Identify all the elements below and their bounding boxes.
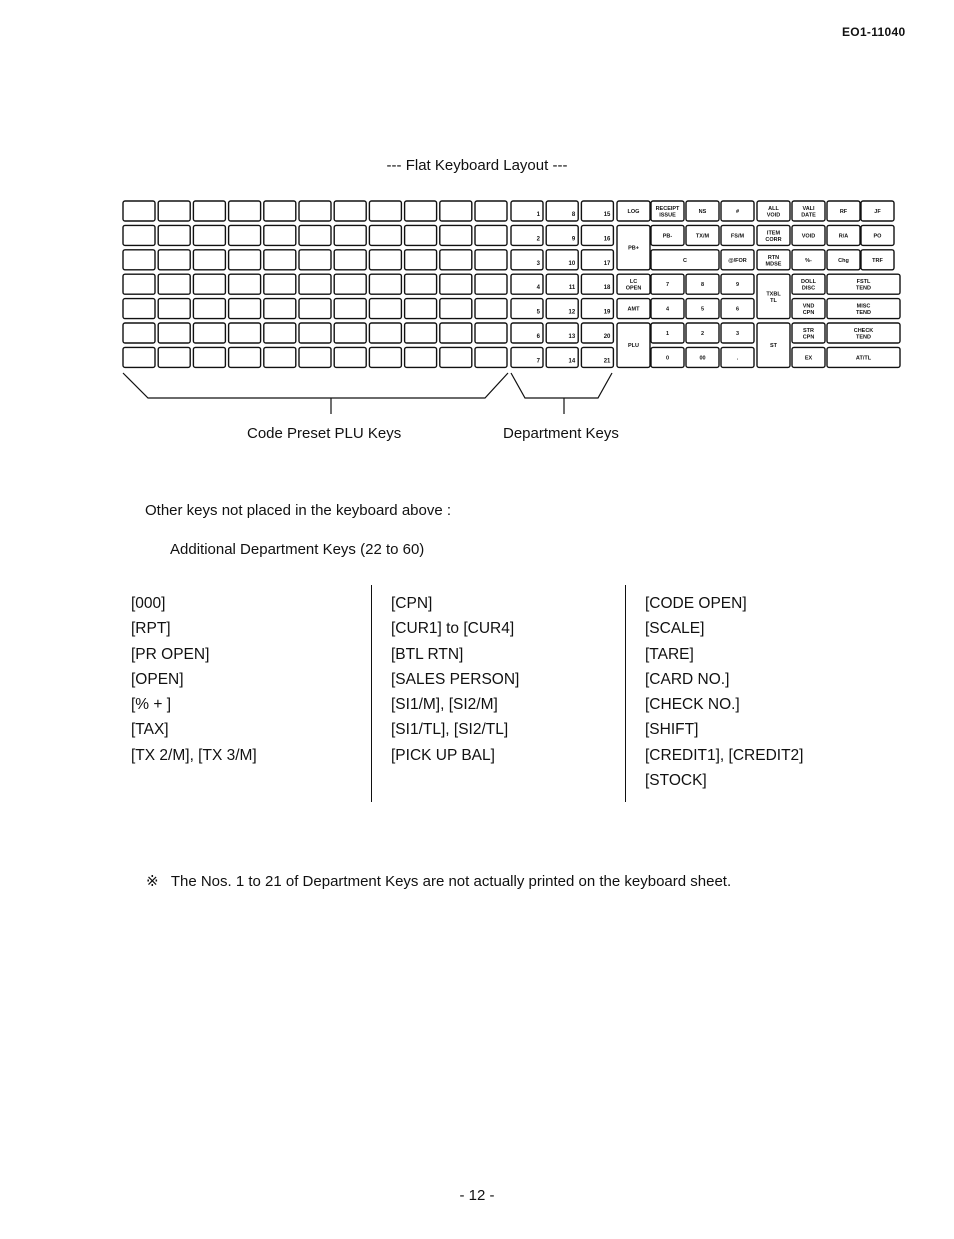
plu-key xyxy=(475,323,507,343)
plu-key xyxy=(123,323,155,343)
key-label: NS xyxy=(698,209,707,215)
department-key xyxy=(546,201,578,221)
key-label: FSTL xyxy=(856,279,871,286)
plu-key xyxy=(334,323,366,343)
plu-key xyxy=(123,250,155,270)
list-item: [000] xyxy=(131,595,166,612)
key-list-column-3 xyxy=(645,591,803,793)
key-label: AT/TL xyxy=(855,355,872,362)
plu-key xyxy=(123,274,155,294)
key-label: Chg xyxy=(838,257,849,264)
key-label: VOID xyxy=(766,212,781,219)
plu-key xyxy=(123,347,155,367)
plu-key xyxy=(334,299,366,319)
additional-department-keys: Additional Department Keys (22 to 60) xyxy=(170,541,425,558)
key-label: OPEN xyxy=(625,285,642,292)
plu-key xyxy=(299,323,331,343)
code-preset-caption: Code Preset PLU Keys xyxy=(247,425,402,442)
department-number: 12 xyxy=(568,309,576,316)
department-number: 6 xyxy=(536,334,540,340)
department-number: 15 xyxy=(603,212,611,218)
key-label: %- xyxy=(805,257,812,264)
list-item: [OPEN] xyxy=(131,670,184,688)
plu-key xyxy=(405,250,437,270)
plu-key xyxy=(369,201,401,221)
plu-key xyxy=(440,299,472,319)
plu-key xyxy=(440,323,472,343)
list-item: [RPT] xyxy=(131,620,171,638)
plu-key xyxy=(475,201,507,221)
plu-key xyxy=(264,225,296,245)
plu-key xyxy=(369,250,401,270)
key-label: MISC xyxy=(856,303,871,310)
key-label: 2 xyxy=(700,331,705,337)
plu-key xyxy=(158,323,190,343)
footnote-text: The Nos. 1 to 21 of Department Keys are not actually printed on the keyboard sheet. xyxy=(170,873,732,890)
plu-key xyxy=(229,299,261,319)
list-item: [% + ] xyxy=(131,696,172,714)
key-label: TEND xyxy=(856,285,871,292)
key-label: TEND xyxy=(856,310,871,317)
plu-key xyxy=(264,201,296,221)
plu-key xyxy=(369,274,401,294)
key-label: VND xyxy=(802,303,815,310)
plu-key xyxy=(193,274,225,294)
plu-key xyxy=(229,323,261,343)
plu-key xyxy=(264,299,296,319)
key-label: JF xyxy=(874,209,881,215)
key-label: 6 xyxy=(735,306,740,313)
list-item: [CODE OPEN] xyxy=(645,595,747,612)
key-label: AMT xyxy=(627,306,640,313)
key-label: STR xyxy=(803,328,814,334)
department-key xyxy=(511,201,543,221)
plu-key xyxy=(158,225,190,245)
plu-key xyxy=(264,250,296,270)
key-label: DOLL xyxy=(801,279,816,286)
department-number: 2 xyxy=(536,236,540,243)
code-preset-bracket xyxy=(123,373,508,414)
plu-key xyxy=(440,225,472,245)
plu-key xyxy=(334,250,366,270)
plu-key xyxy=(123,201,155,221)
footnote xyxy=(146,872,731,890)
list-item: [SALES PERSON] xyxy=(391,670,520,688)
plu-key xyxy=(264,347,296,367)
plu-key xyxy=(158,299,190,319)
plu-key xyxy=(158,347,190,367)
plu-key xyxy=(475,250,507,270)
key-label: CPN xyxy=(802,334,815,341)
list-item: [CUR1] to [CUR4] xyxy=(391,620,515,638)
plu-key xyxy=(264,274,296,294)
plu-key xyxy=(193,347,225,367)
department-key xyxy=(581,201,613,221)
key-label: RECEIPT xyxy=(655,206,680,212)
key-label: 1 xyxy=(665,331,670,337)
department-number: 8 xyxy=(571,212,576,218)
list-item: [SCALE] xyxy=(645,620,705,638)
key-label: CORR xyxy=(765,236,782,243)
key-label: ITEM xyxy=(766,230,781,237)
key-label: VOID xyxy=(801,233,816,240)
plu-key xyxy=(369,347,401,367)
list-item: [CREDIT1], [CREDIT2] xyxy=(645,746,804,764)
department-number: 11 xyxy=(568,285,576,292)
plu-key xyxy=(369,323,401,343)
key-label: R/A xyxy=(838,233,849,240)
plu-key xyxy=(193,225,225,245)
plu-key xyxy=(158,201,190,221)
department-number: 1 xyxy=(536,212,540,218)
department-number: 21 xyxy=(603,358,611,365)
plu-key xyxy=(193,250,225,270)
plu-key xyxy=(229,225,261,245)
list-item: [TAX] xyxy=(131,721,169,739)
key-label: TL xyxy=(770,297,777,304)
key-label: CHECK xyxy=(853,328,874,334)
department-number: 9 xyxy=(571,236,576,243)
plu-key xyxy=(334,347,366,367)
plu-key xyxy=(229,201,261,221)
department-caption: Department Keys xyxy=(503,425,619,442)
plu-key xyxy=(123,225,155,245)
key-label: TXBL xyxy=(766,291,781,298)
list-item: [STOCK] xyxy=(645,772,707,790)
key-label: 7 xyxy=(665,282,670,289)
key-label: C xyxy=(683,257,687,264)
list-item: [SHIFT] xyxy=(645,721,699,739)
plu-key xyxy=(405,299,437,319)
list-item: [CPN] xyxy=(391,595,433,612)
key-list-column-2 xyxy=(391,591,519,768)
plu-key xyxy=(405,323,437,343)
key-list-column-1 xyxy=(131,591,257,768)
list-item: [PR OPEN] xyxy=(131,645,210,663)
plu-key xyxy=(299,347,331,367)
key-label: DISC xyxy=(801,285,816,292)
plu-key xyxy=(475,299,507,319)
key-label: ISSUE xyxy=(659,212,676,219)
plu-key xyxy=(440,274,472,294)
key-label: EX xyxy=(804,355,813,362)
column-divider xyxy=(371,585,372,802)
plu-key xyxy=(299,299,331,319)
key-label: VALI xyxy=(802,206,815,212)
key-label: LOG xyxy=(627,209,640,215)
plu-key xyxy=(193,323,225,343)
key-label: 3 xyxy=(735,331,740,337)
plu-key xyxy=(193,201,225,221)
department-number: 10 xyxy=(568,260,576,267)
flat-keyboard-diagram xyxy=(0,0,954,420)
plu-key xyxy=(440,201,472,221)
plu-key xyxy=(158,250,190,270)
plu-key xyxy=(229,274,261,294)
plu-key xyxy=(440,250,472,270)
key-label: TEND xyxy=(856,334,871,341)
key-label: LC xyxy=(629,279,638,286)
department-number: 4 xyxy=(536,285,540,292)
plu-key xyxy=(405,274,437,294)
plu-key xyxy=(369,299,401,319)
key-label: ALL xyxy=(768,206,779,212)
department-number: 5 xyxy=(536,309,540,316)
department-number: 14 xyxy=(568,358,576,365)
key-label: 00 xyxy=(699,355,706,362)
list-item: [SI1/M], [SI2/M] xyxy=(391,696,498,714)
key-label: . xyxy=(736,355,739,362)
plu-key xyxy=(405,201,437,221)
plu-key xyxy=(193,299,225,319)
key-label: PO xyxy=(873,233,882,240)
plu-key xyxy=(299,225,331,245)
key-label: PB- xyxy=(662,233,673,240)
plu-key xyxy=(229,250,261,270)
key-label: TX/M xyxy=(695,233,710,240)
key-label: ST xyxy=(769,343,778,350)
key-label: MDSE xyxy=(765,261,782,268)
column-divider xyxy=(625,585,626,802)
plu-key xyxy=(475,225,507,245)
key-label: RF xyxy=(839,209,848,215)
key-label: 4 xyxy=(665,306,670,313)
plu-key xyxy=(299,274,331,294)
plu-key xyxy=(334,225,366,245)
key-label: FS/M xyxy=(730,233,745,240)
plu-key xyxy=(123,299,155,319)
list-item: [BTL RTN] xyxy=(391,645,464,663)
department-number: 7 xyxy=(536,358,540,365)
keyboard-layout-title: --- Flat Keyboard Layout --- xyxy=(386,157,568,174)
other-keys-heading: Other keys not placed in the keyboard above : xyxy=(145,502,452,519)
list-item: [TARE] xyxy=(645,645,694,663)
key-label: 0 xyxy=(665,355,670,362)
reference-mark: ※ xyxy=(146,873,159,890)
department-number: 3 xyxy=(536,260,540,267)
list-item: [TX 2/M], [TX 3/M] xyxy=(131,746,257,764)
key-label: TRF xyxy=(872,257,883,264)
department-number: 18 xyxy=(603,285,611,292)
plu-key xyxy=(334,274,366,294)
department-number: 16 xyxy=(603,236,611,243)
plu-key xyxy=(334,201,366,221)
plu-key xyxy=(440,347,472,367)
department-number: 19 xyxy=(603,309,611,316)
page-number: - 12 - xyxy=(459,1187,495,1204)
department-key xyxy=(511,323,543,343)
department-key xyxy=(546,323,578,343)
plu-key xyxy=(264,323,296,343)
plu-key xyxy=(299,201,331,221)
list-item: [CHECK NO.] xyxy=(645,696,740,714)
key-label: 8 xyxy=(700,282,705,289)
key-label: 5 xyxy=(700,306,705,313)
key-label: DATE xyxy=(801,212,816,219)
plu-key xyxy=(475,347,507,367)
key-label: 9 xyxy=(735,282,740,289)
list-item: [CARD NO.] xyxy=(645,670,730,688)
department-number: 17 xyxy=(603,260,611,267)
key-label: @/FOR xyxy=(728,257,747,264)
list-item: [SI1/TL], [SI2/TL] xyxy=(391,721,509,739)
department-number: 13 xyxy=(568,334,576,340)
department-key xyxy=(581,323,613,343)
key-label: # xyxy=(735,209,740,215)
plu-key xyxy=(369,225,401,245)
plu-key xyxy=(405,225,437,245)
document-number: EO1-11040 xyxy=(842,25,906,39)
key-label: PLU xyxy=(628,343,639,350)
plu-key xyxy=(475,274,507,294)
department-number: 20 xyxy=(603,334,611,340)
department-bracket xyxy=(511,373,612,414)
plu-key xyxy=(299,250,331,270)
plu-key xyxy=(405,347,437,367)
plu-key xyxy=(229,347,261,367)
key-label: RTN xyxy=(767,254,780,261)
key-label: PB+ xyxy=(628,245,639,252)
key-label: CPN xyxy=(802,310,815,317)
plu-key xyxy=(158,274,190,294)
list-item: [PICK UP BAL] xyxy=(391,746,495,764)
